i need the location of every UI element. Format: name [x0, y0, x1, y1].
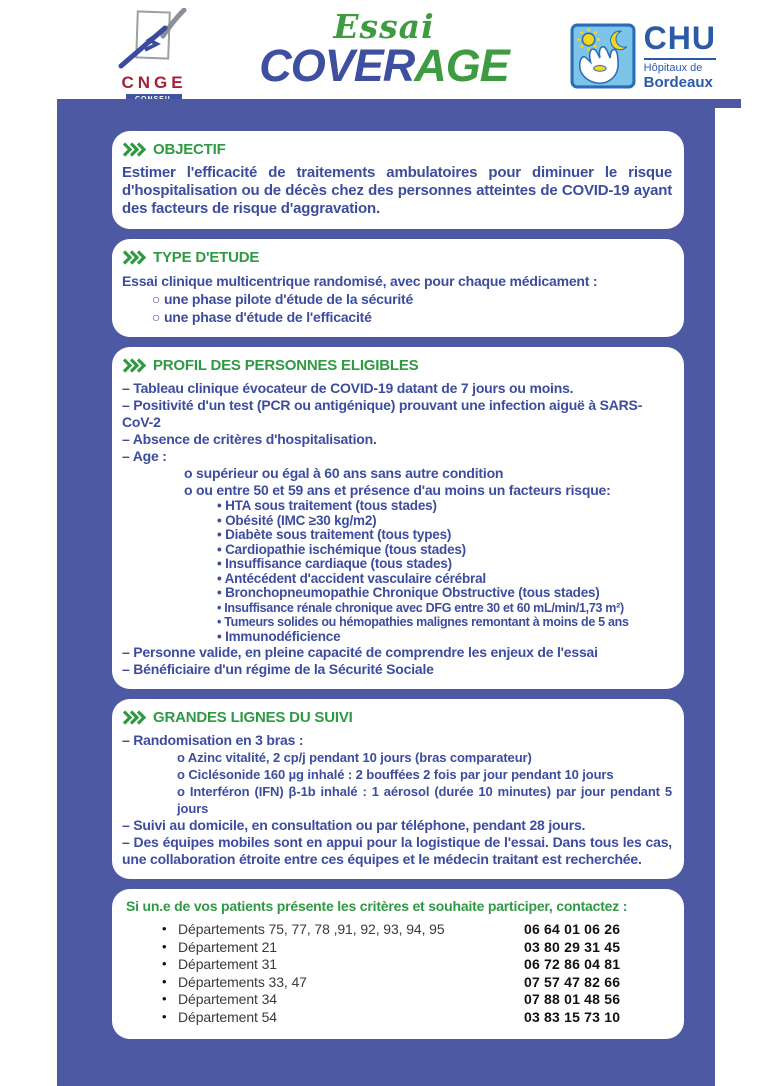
department-label: Département 21: [178, 938, 277, 955]
trial-arm-item: o Azinc vitalité, 2 cp/j pendant 10 jours (bras comparateur): [177, 750, 532, 765]
section-profil: [112, 347, 684, 689]
chu-subtitle-1: Hôpitaux de: [644, 58, 716, 74]
phone-number: 06 72 86 04 81: [524, 956, 621, 972]
contact-row: [162, 956, 672, 974]
risk-factor-item: • Insuffisance cardiaque (tous stades): [217, 556, 452, 571]
risk-factor-item: • Bronchopneumopathie Chronique Obstructive (tous stades): [217, 585, 600, 600]
section-type-etude: [112, 239, 684, 337]
chevrons-icon: [122, 142, 146, 157]
risk-factor-item: • Obésité (IMC ≥30 kg/m2): [217, 512, 377, 528]
department-label: Département 54: [178, 1008, 277, 1025]
phone-number: 07 57 47 82 66: [524, 973, 621, 990]
bullet-icon: •: [162, 938, 167, 954]
section-objectif: [112, 131, 684, 229]
chevrons-icon: [122, 710, 146, 725]
trial-arm-item: o Interféron (IFN) β-1b inhalé : 1 aérosol (durée 10 minutes) par jour pendant 5 jours: [177, 784, 672, 816]
section-contact: [112, 889, 684, 1039]
contact-heading: Si un.e de vos patients présente les critères et souhaite participer, contactez :: [126, 898, 628, 914]
followup-item: – Suivi au domicile, en consultation ou par téléphone, pendant 28 jours.: [122, 817, 586, 833]
risk-factor-item: • Tumeurs solides ou hémopathies malignes remontant à moins de 5 ans: [217, 615, 629, 629]
risk-factor-item: • Cardiopathie ischémique (tous stades): [217, 541, 466, 557]
contact-row: [162, 991, 672, 1009]
contact-row: [162, 938, 672, 957]
eligibility-item: o ou entre 50 et 59 ans et présence d'au moins un facteurs risque:: [184, 482, 611, 498]
phone-number: 06 64 01 06 26: [524, 921, 621, 937]
contact-row: [162, 921, 672, 939]
risk-factor-item: • Diabète sous traitement (tous types): [217, 527, 452, 542]
risk-factor-item: • HTA sous traitement (tous stades): [217, 498, 437, 513]
bullet-icon: •: [162, 921, 167, 936]
type-etude-item: ○ une phase pilote d'étude de la sécurité: [152, 291, 414, 307]
section-title-suivi: GRANDES LIGNES DU SUIVI: [153, 709, 353, 726]
cnge-logo-icon: [115, 8, 193, 70]
section-title-profil: PROFIL DES PERSONNES ELIGIBLES: [153, 357, 419, 374]
title-age-part: AGE: [414, 40, 509, 91]
bullet-icon: •: [162, 956, 167, 971]
cnge-logo: [110, 8, 198, 106]
risk-factor-item: • Immunodéficience: [217, 628, 341, 644]
eligibility-item: – Age :: [122, 448, 167, 464]
title-cover-part: COVER: [259, 40, 415, 91]
chu-logo-icon: [570, 23, 636, 89]
followup-item: – Randomisation en 3 bras :: [122, 732, 304, 748]
cnge-logo-text: CNGE: [121, 73, 187, 92]
contact-row: [162, 973, 672, 992]
chevrons-icon: [122, 358, 146, 373]
department-label: Département 31: [178, 956, 277, 972]
trial-arm-item: o Ciclésonide 160 µg inhalé : 2 bouffées 2 fois par jour pendant 10 jours: [177, 767, 614, 782]
type-etude-item: ○ une phase d'étude de l'efficacité: [152, 309, 372, 325]
department-label: Département 34: [178, 991, 277, 1007]
risk-factor-item: • Insuffisance rénale chronique avec DFG entre 30 et 60 mL/min/1,73 m²): [217, 600, 624, 615]
eligibility-item: – Absence de critères d'hospitalisation.: [122, 431, 377, 447]
phone-number: 03 83 15 73 10: [524, 1008, 621, 1025]
chevrons-icon: [122, 250, 146, 265]
eligibility-item: – Tableau clinique évocateur de COVID-19 datant de 7 jours ou moins.: [122, 380, 574, 396]
page-header: [0, 0, 768, 99]
department-label: Départements 75, 77, 78 ,91, 92, 93, 94, 95: [178, 921, 445, 937]
phone-number: 03 80 29 31 45: [524, 938, 621, 955]
risk-factor-item: • Antécédent d'accident vasculaire cérébral: [217, 570, 486, 586]
eligibility-item: – Personne valide, en pleine capacité de comprendre les enjeux de l'essai: [122, 644, 598, 660]
bullet-icon: •: [162, 973, 167, 989]
eligibility-item: – Bénéficiaire d'un régime de la Sécurité Sociale: [122, 661, 434, 677]
section-title-type-etude: TYPE D'ETUDE: [153, 249, 260, 266]
followup-item: – Des équipes mobiles sont en appui pour la logistique de l'essai. Dans tous les cas, une collaboration étroite entre ces équipes et le médecin traitant est recherchée.: [122, 834, 672, 867]
bullet-icon: •: [162, 991, 167, 1006]
eligibility-item: o supérieur ou égal à 60 ans sans autre condition: [184, 465, 504, 481]
mouth-shape: [593, 65, 605, 71]
chu-subtitle-2: Bordeaux: [643, 74, 713, 91]
section-suivi: [112, 699, 684, 879]
section-title-objectif: OBJECTIF: [153, 141, 226, 158]
department-label: Départements 33, 47: [178, 973, 307, 990]
title-essai: Essai: [333, 7, 435, 46]
phone-number: 07 88 01 48 56: [524, 991, 621, 1007]
bullet-icon: •: [162, 1008, 167, 1024]
eligibility-item: – Positivité d'un test (PCR ou antigénique) prouvant une infection aiguë à SARS-CoV-2: [122, 397, 643, 430]
content-panel: [57, 99, 715, 1086]
contact-row: [162, 1008, 672, 1027]
chu-acronym: CHU: [643, 20, 716, 56]
objectif-body: Estimer l'efficacité de traitements ambulatoires pour diminuer le risque d'hospitalisation ou de décès chez des personnes atteintes de COVID-19 ayant des facteurs de risque d'aggravation.: [122, 164, 672, 217]
type-etude-intro: Essai clinique multicentrique randomisé, avec pour chaque médicament :: [122, 273, 598, 289]
chu-bordeaux-logo: [570, 22, 716, 90]
